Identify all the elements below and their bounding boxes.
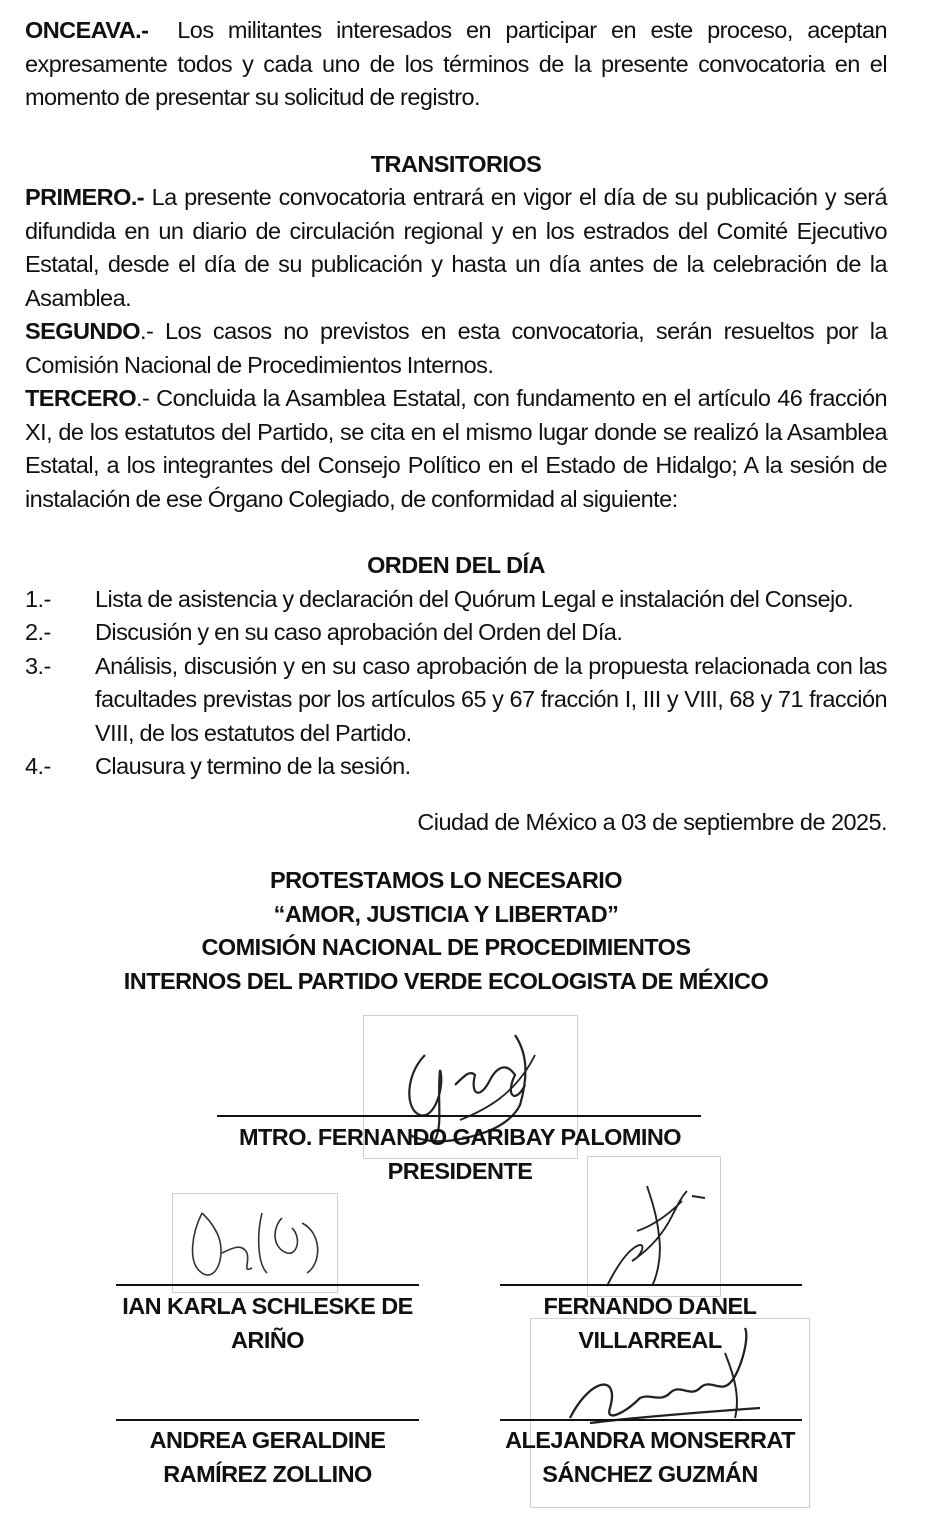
signatory-left1-line2: ARIÑO [231,1327,304,1353]
item-number: 2.- [25,619,51,645]
closing-motto: “AMOR, JUSTICIA Y LIBERTAD” [273,900,619,927]
clause-label: SEGUNDO [25,318,140,344]
signature-line-president [217,1115,701,1117]
transitorios-heading: TRANSITORIOS [370,150,542,177]
signatory-left2-line1: ANDREA GERALDINE [149,1427,386,1453]
signature-left1-image [172,1193,336,1291]
president-name: MTRO. FERNANDO GARIBAY PALOMINO [238,1124,682,1150]
item-number: 4.- [25,753,51,779]
closing-line: INTERNOS DEL PARTIDO VERDE ECOLOGISTA DE MÉXICO [123,967,769,994]
clause-text: Los militantes interesados en participar en este proceso, aceptan expresamente todos y cada uno de los términos de la presente convocatoria en el momento de presentar su solicitud de registro. [25,17,887,110]
signature-line-left2 [116,1419,419,1421]
document-body [25,14,887,998]
date-line: Ciudad de México a 03 de septiembre de 2025. [417,808,887,835]
signatory-left1-line1: IAN KARLA SCHLESKE DE [122,1293,413,1319]
signature-line-left1 [116,1284,419,1286]
clause-text: .- Concluida la Asamblea Estatal, con fundamento en el artículo 46 fracción XI, de los estatutos del Partido, se cita en el mismo lugar donde se realizó la Asamblea Estatal, a los integrantes del Consejo Político en el Estado de Hidalgo; A la sesión de instalación de ese Órgano Colegiado, de conformidad al siguiente: [25,385,887,512]
closing-line: COMISIÓN NACIONAL DE PROCEDIMIENTOS [201,934,691,960]
clause-tercero [25,382,887,516]
signatory-right2-line1: ALEJANDRA MONSERRAT [505,1427,795,1453]
signature-line-right1 [500,1284,802,1286]
clause-onceava [25,14,887,115]
orden-heading: ORDEN DEL DÍA [367,552,545,578]
clause-text: .- Los casos no previstos en esta convocatoria, serán resueltos por la Comisión Nacional de Procedimientos Internos. [25,318,887,378]
signatory-left2-line2: RAMÍREZ ZOLLINO [163,1461,372,1487]
clause-segundo [25,315,887,382]
list-item [25,616,887,650]
clause-primero [25,181,887,315]
item-text: Clausura y termino de la sesión. [95,753,411,779]
signatory-right1-line1: FERNANDO DANEL [543,1293,757,1319]
item-number: 1.- [25,585,51,612]
item-text: Discusión y en su caso aprobación del Orden del Día. [95,619,623,645]
clause-text: La presente convocatoria entrará en vigor el día de su publicación y será difundida en un diario de circulación regional y en los estrados del Comité Ejecutivo Estatal, desde el día de su publicación y hasta un día antes de la celebración de la Asamblea. [25,184,888,311]
item-text: Lista de asistencia y declaración del Quórum Legal e instalación del Consejo. [95,585,854,612]
list-item [25,750,887,784]
closing-line: PROTESTAMOS LO NECESARIO [270,867,622,893]
item-number: 3.- [25,652,51,679]
clause-label: PRIMERO.- [25,184,145,210]
signature-line-right2 [500,1419,802,1421]
signatory-right1-line2: VILLARREAL [578,1327,722,1353]
item-text: Análisis, discusión y en su caso aprobación de la propuesta relacionada con las facultades previstas por los artículos 65 y 67 fracción I, III y VIII, 68 y 71 fracción VIII, de los estatutos del Partido. [95,652,887,746]
president-role: PRESIDENTE [387,1158,533,1184]
closing-block [25,864,895,998]
list-item [25,583,887,617]
signatory-right2-line2: SÁNCHEZ GUZMÁN [542,1461,758,1487]
signature-right1-image [587,1156,719,1295]
clause-label: TERCERO [25,385,137,411]
clause-label: ONCEAVA.- [25,17,149,43]
agenda-list [25,583,887,784]
list-item [25,650,887,751]
